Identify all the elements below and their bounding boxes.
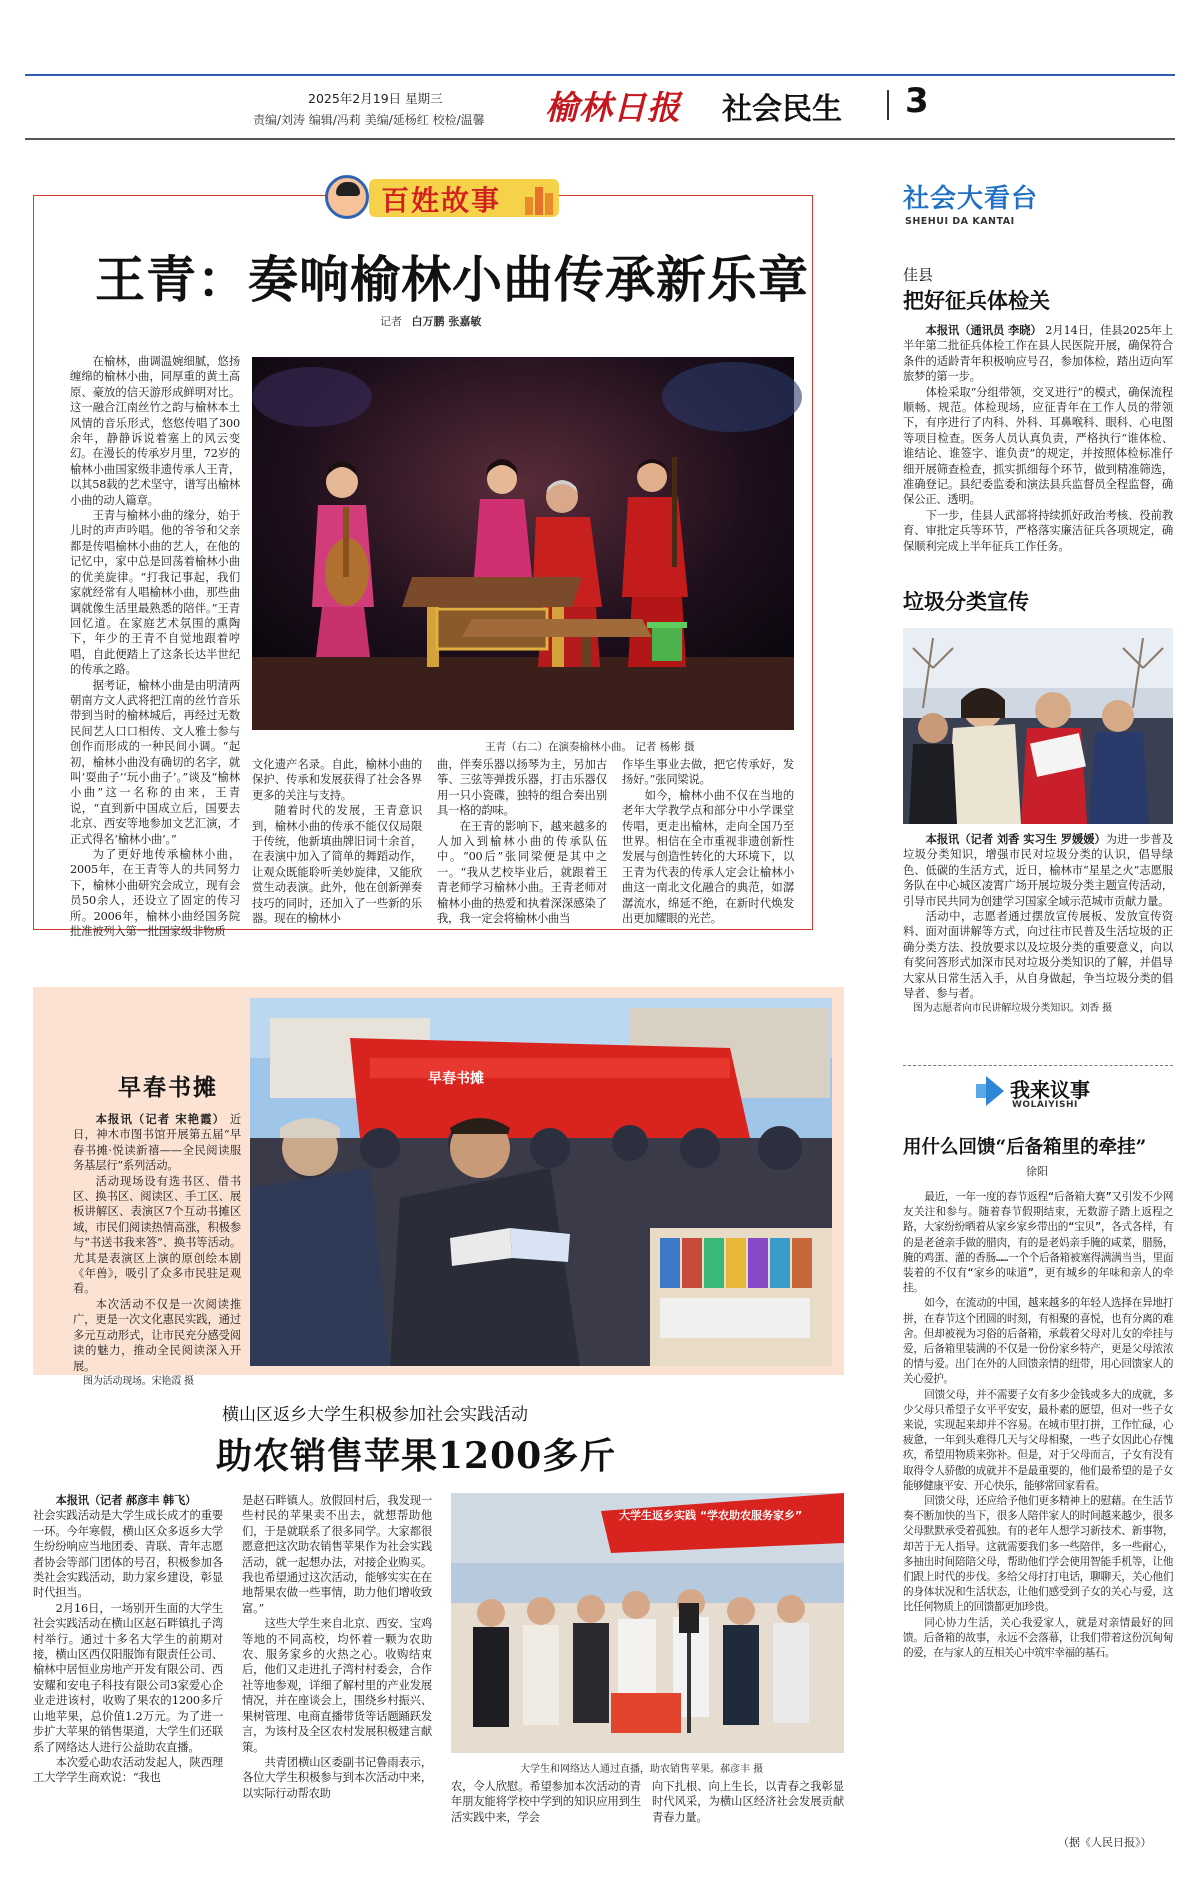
spring-lead: 本报讯（记者 宋艳霞） bbox=[95, 1112, 226, 1126]
opinion-text bbox=[903, 1190, 1173, 1825]
paragraph: 文化遗产名录。自此，榆林小曲的保护、传承和发展获得了社会各界更多的关注与支持。 bbox=[252, 758, 422, 802]
apple-column-4: 向下扎根、向上生长，以青春之我彰显时代风采，为横山区经济社会发展贡献青春力量。 bbox=[652, 1780, 844, 1824]
story2-title: 垃圾分类宣传 bbox=[903, 589, 1029, 614]
apple-banner: 大学生返乡实践 “学农助农服务家乡” bbox=[619, 1509, 803, 1522]
kantai-pinyin: SHEHUI DA KANTAI bbox=[905, 216, 1015, 227]
story2-text bbox=[903, 832, 1173, 1067]
paragraph: 为了更好地传承榆林小曲，2005年，在王青等人的共同努力下，榆林小曲研究会成立，现有会员50余人，还设立了固定的传习所。2006年，榆林小曲经国务院批准被列入第一批国家级非物质 bbox=[70, 848, 240, 939]
paragraph: 社会实践活动是大学生成长成才的重要一环。今年寒假，横山区众多返乡大学生纷纷响应当地团委、青联、青年志愿者协会等部门团体的号召，积极参加各类社会实践活动，助力家乡建设，彰显时代担当。 bbox=[33, 1509, 223, 1600]
paragraph: 回馈父母，还应给予他们更多精神上的慰藉。在生活节奏不断加快的当下，很多人陪伴家人的时间越来越少，很多父母默默承受着孤独。有的老年人想学习新技术、新事物，却苦于无人指导。这就需要我们多一些陪伴，多一些耐心，多抽出时间陪陪父母，帮助他们学会使用智能手机等，让他们跟上时代的步伐。多给父母打打电话，聊聊天，关心他们的身体状况和生活状态，让他们感受到子女的关心与爱，这比任何物质上的回馈都更加珍贵。 bbox=[903, 1495, 1173, 1614]
paragraph: 是赵石畔镇人。放假回村后，我发现一些村民的苹果卖不出去，就想帮助他们，于是就联系了很多同学。大家都很愿意把这次助农销售苹果作为社会实践活动，就一起想办法，对接企业购买。我也希望通过这次活动，能够实实在在地帮果农做一些事情，助力他们增收致富。” bbox=[242, 1494, 432, 1615]
editor-credits: 责编/刘涛 编辑/冯莉 美编/延杨红 校检/温馨 bbox=[253, 113, 485, 127]
paragraph: 如今，榆林小曲不仅在当地的老年大学教学点和部分中小学课堂传唱，更走出榆林，走向全国乃至世界。相信在全市重视非遗创新性发展与创造性转化的大环境下，以王青为代表的传承人定会让榆林小曲这一南北文化融合的典范，如潺潺流水，绵延不绝，在新时代焕发出更加耀眼的光芒。 bbox=[622, 788, 794, 926]
paragraph: 下一步，佳县人武部将持续抓好政治考核、役前教育、审批定兵等环节，严格落实廉洁征兵各项规定，确保顺利完成上半年征兵工作任务。 bbox=[903, 508, 1173, 553]
paragraph: 体检采取“分组带领，交叉进行”的模式，确保流程顺畅、规范。体检现场，应征青年在工作人员的带领下，有序进行了内科、外科、耳鼻喉科、眼科、心电图等项目检查。医务人员认真负责，严格执行“谁体检、谁结论、谁签字、谁负责”的规定，并按照体检标准仔细开展筛查检查，抓实抓细每个环节，做到精准筛选，准确登记。县纪委监委和演法县兵监督员全程监督，确保公正、透明。 bbox=[903, 385, 1173, 507]
paragraph: 如今，在流动的中国，越来越多的年轻人选择在异地打拼，在春节这个团圆的时刻，有相聚的喜悦，也有分离的难舍。但却被视为习俗的后备箱，承载着父母对儿女的牵挂与爱，后备箱里装满的不仅是一份份家乡特产，更是父母浓浓的情与爱。出门在外的人回馈亲情的纽带，用心回馈家人的关心爱护。 bbox=[903, 1297, 1173, 1386]
main-byline bbox=[380, 313, 481, 329]
paragraph: 在榆林，曲调温婉细腻，悠扬缠绵的榆林小曲，同厚重的黄土高原、豪放的信天游形成鲜明对比。这一融合江南丝竹之韵与榆林本土风情的音乐形式，悠悠传唱了300余年，静静诉说着塞上的风云变幻。在漫长的传承岁月里，72岁的榆林小曲国家级非遗传承人王青，以其58载的艺术坚守，谱写出榆林小曲的动人篇章。 bbox=[70, 355, 240, 507]
opinion-author: 徐阳 bbox=[1026, 1165, 1048, 1178]
main-story-column-1 bbox=[70, 354, 240, 939]
opinion-logo-pinyin: WOLAIYISHI bbox=[1012, 1100, 1078, 1110]
spring-book-title: 早春书摊 bbox=[118, 1075, 218, 1101]
paragraph: 本报讯（记者 刘香 实习生 罗媛媛）为进一步普及垃圾分类知识，增强市民对垃圾分类的认识，倡导绿色、低碳的生活方式，近日，榆林市“星星之火”志愿服务队在中心城区凌霄广场开展垃圾分类主题宣传活动，引导市民共同为创建学习国家全域示范城市贡献力量。 bbox=[903, 832, 1173, 908]
paragraph: 在王青的影响下，越来越多的人加入到榆林小曲的传承队伍中。“00后”张同梁便是其中之一。“我从艺校毕业后，就跟着王青老师学习榆林小曲。王青老师对榆林小曲的热爱和执着深深感染了我，我一定会将榆林小曲当 bbox=[437, 819, 607, 926]
paragraph: 活动现场设有选书区、借书区、换书区、阅读区、手工区、展板讲解区、表演区7个互动书摊区域，市民们阅读热情高涨，积极参与“书送书我来答”、换书等活动。尤其是表演区上演的原创绘本剧《年兽》，吸引了众多市民驻足观看。 bbox=[73, 1174, 241, 1296]
performance-photo-caption: 王青（右二）在演奏榆林小曲。 记者 杨彬 摄 bbox=[485, 741, 695, 753]
story1-title: 把好征兵体检关 bbox=[903, 288, 1050, 313]
paragraph: 本报讯（通讯员 李晓） 2月14日，佳县2025年上半年第二批征兵体检工作在县人民医院开展，确保符合条件的适龄青年积极响应号召，参加体检，踏出迈向军旅梦的第一步。 bbox=[903, 323, 1173, 384]
opinion-logo bbox=[970, 1070, 1130, 1120]
paragraph: 同心协力生活，关心我爱家人，就是对亲情最好的回馈。后备箱的故事，永远不会落幕，让我们带着这份沉甸甸的爱，在与家人的互相关心中筑牢幸福的基石。 bbox=[903, 1616, 1173, 1660]
kantai-logo-text: 社会大看台 bbox=[903, 184, 1039, 214]
main-story-title: 王青：奏响榆林小曲传承新乐章 bbox=[95, 250, 809, 309]
book-stall-banner: 早春书摊 bbox=[428, 1071, 484, 1087]
paragraph bbox=[33, 1493, 223, 1508]
kantai-logo bbox=[903, 178, 1088, 232]
sidebar-divider bbox=[903, 1065, 1173, 1067]
issue-date: 2025年2月19日 星期三 bbox=[308, 91, 443, 106]
book-stall-photo bbox=[250, 998, 832, 1366]
paragraph: 本次活动不仅是一次阅读推广，更是一次文化惠民实践，通过多元互动形式，让市民充分感受阅读的魅力，推动全民阅读深入开展。 bbox=[73, 1297, 241, 1373]
main-story-column-4 bbox=[622, 757, 794, 926]
paragraph: 活动中，志愿者通过摆放宣传展板、发放宣传资料、面对面讲解等方式，向过往市民普及生活垃圾的正确分类方法、投放要求以及垃圾分类的重要意义，向以有奖问答形式加深市民对垃圾分类知识的了解，并倡导大家从日常生活入手，从自身做起，争当垃圾分类的倡导者、参与者。 bbox=[903, 910, 1173, 1001]
paragraph: 本报讯（记者 宋艳霞） 近日，神木市图书馆开展第五届“早春书摊·悦读新禧——全民阅读服务基层行”系列活动。 bbox=[73, 1112, 241, 1173]
story2-lead: 本报讯（记者 刘香 实习生 罗媛媛） bbox=[925, 832, 1106, 846]
header-bar bbox=[25, 74, 1175, 146]
story1-kicker: 佳县 bbox=[903, 266, 934, 284]
opinion-logo-text: 我来议事 bbox=[1010, 1078, 1090, 1102]
byline-names: 白万鹏 张嘉敏 bbox=[411, 315, 482, 328]
paragraph: 回馈父母，并不需要子女有多少金钱或多大的成就，多少父母只希望子女平平安安，最朴素的愿望，但对一些子女来说，实现起来却并不容易。在城市里打拼，工作忙碌，心疲惫，一年到头难得几天与父母相聚，一些子女因此心存愧疚，希望用物质来弥补。但是，对于父母而言，子女有没有取得令人骄傲的成就并不是最重要的，他们最希望的是子女能够健康平安、开心快乐，能够常回家看看。 bbox=[903, 1388, 1173, 1492]
photo-caption: 图为志愿者向市民讲解垃圾分类知识。刘香 摄 bbox=[913, 1003, 1112, 1015]
paragraph: 最近，一年一度的春节返程“后备箱大赛”又引发不少网友关注和参与。随着春节假期结束，无数游子踏上返程之路，大家纷纷晒着从家乡家乡带出的“宝贝”，各式各样，有的是老爸亲手做的腊肉，有的是老妈亲手腌的咸菜，腊肠，腌的鸡蛋、灌的香肠……一个个后备箱被塞得满满当当，里面装着的不仅有“家乡的味道”，更有城乡的年味和亲人的牵挂。 bbox=[903, 1191, 1173, 1295]
opinion-source: （据《人民日报》） bbox=[1058, 1836, 1152, 1849]
paragraph: 随着时代的发展，王青意识到，榆林小曲的传承不能仅仅局限于传统，他新填曲牌旧词十余首，在表演中加入了简单的舞蹈动作，让观众既能聆听美妙旋律，又能欣赏生动表演。此外，他在创新弹奏技巧的同时，还加入了一些新的乐器。现在的榆林小 bbox=[252, 804, 422, 926]
paragraph: 这些大学生来自北京、西安、宝鸡等地的不同高校，均怀着一颗为农助农、服务家乡的火热之心。收购结束后，他们又走进扎子湾村村委会，合作社等地参观，详细了解村里的产业发展情况，并在座谈会上，围绕乡村振兴、果树管理、电商直播带货等话题踊跃发言，为该村及全区农村发展积极建言献策。 bbox=[242, 1617, 432, 1754]
apple-column-1 bbox=[33, 1493, 223, 1893]
paragraph: 作毕生事业去做，把它传承好，发扬好。”张同梁说。 bbox=[622, 758, 794, 787]
reporter-avatar-icon bbox=[325, 175, 369, 219]
apple-column-3: 农，令人欣慰。希望参加本次活动的青年朋友能将学校中学到的知识应用到生活实践中来，学会 bbox=[451, 1780, 641, 1824]
opinion-title: 用什么回馈“后备箱里的牵挂” bbox=[903, 1137, 1147, 1158]
apple-kicker: 横山区返乡大学生积极参加社会实践活动 bbox=[222, 1405, 528, 1425]
paragraph: 2月16日，一场别开生面的大学生社会实践活动在横山区赵石畔镇扎子湾村举行。通过十多名大学生的前期对接，横山区西仅阳服饰有限责任公司、榆林中居恒业房地产开发有限公司、西安耀和安电子科技有限公司3家爱心企业走进该村，收购了果农的1200多斤山地苹果，总价值1.2万元。为了进一步扩大苹果的销售渠道，大学生们还联系了网络达人进行公益助农直播。 bbox=[33, 1601, 223, 1754]
apple-livestream-photo bbox=[451, 1493, 844, 1753]
paragraph: 本次爱心助农活动发起人，陕西理工大学学生商欢说：“我也 bbox=[33, 1755, 223, 1785]
paragraph: 据考证，榆林小曲是由明清两朝南方文人武将把江南的丝竹音乐带到当时的榆林城后，再经过无数民间艺人口口相传、文人雅士参与创作而形成的一种民间小调。“起初，榆林小曲没有确切的名字，就叫‘耍曲子’‘玩小曲子’。”谈及“榆林小曲”这一名称的由来，王青说，“直到新中国成立后，国要去北京、西安等地参加文艺汇演，才正式得名‘榆林小曲’。” bbox=[70, 678, 240, 846]
paragraph: 共青团横山区委副书记鲁雨表示，各位大学生积极参与到本次活动中来，以实际行动帮农助 bbox=[242, 1755, 432, 1800]
section-divider bbox=[887, 90, 889, 120]
column-logo-text: 百姓故事 bbox=[381, 184, 502, 217]
apple-lead: 本报讯（记者 郝彦丰 韩飞） bbox=[55, 1493, 197, 1507]
story1-lead: 本报讯（通讯员 李晓） bbox=[925, 323, 1042, 337]
section-title: 社会民生 bbox=[722, 92, 842, 127]
byline-prefix: 记者 bbox=[380, 315, 402, 328]
paragraph: 王青与榆林小曲的缘分，始于儿时的声声吟唱。他的爷爷和父亲都是传唱榆林小曲的艺人，在他的记忆中，家中总是回荡着榆林小曲的优美旋律。“打我记事起，我们家就经常有人唱榆林小曲，那些曲调就像生活里最熟悉的陪伴。”王青回忆道。在家庭艺术氛围的熏陶下，年少的王青不自觉地跟着哼唱，自此便踏上了这条长达半世纪的传承之路。 bbox=[70, 509, 240, 677]
story1-text bbox=[903, 323, 1173, 558]
paragraph: 曲，伴奏乐器以扬琴为主，另加古筝、三弦等弹拨乐器，打击乐器仅用一只小瓷碟，独特的组合奏出别具一格的韵味。 bbox=[437, 758, 607, 818]
garbage-sorting-photo bbox=[903, 628, 1173, 824]
apple-photo-caption: 大学生和网络达人通过直播，助农销售苹果。郝彦丰 摄 bbox=[520, 1764, 764, 1775]
performance-photo bbox=[252, 357, 794, 730]
apple-title: 助农销售苹果1200多斤 bbox=[216, 1435, 617, 1477]
apple-column-2 bbox=[242, 1493, 432, 1893]
city-skyline-icon bbox=[525, 187, 555, 215]
main-story-column-2 bbox=[252, 757, 422, 926]
megaphone-icon bbox=[970, 1074, 1004, 1108]
baixing-gushi-logo bbox=[325, 173, 565, 223]
photo-caption: 图为活动现场。宋艳霞 摄 bbox=[83, 1375, 194, 1387]
page-number: 3 bbox=[905, 81, 929, 121]
spring-book-text bbox=[73, 1112, 241, 1387]
main-story-column-3 bbox=[437, 757, 607, 926]
paper-logo: 榆林日报 bbox=[545, 88, 681, 127]
